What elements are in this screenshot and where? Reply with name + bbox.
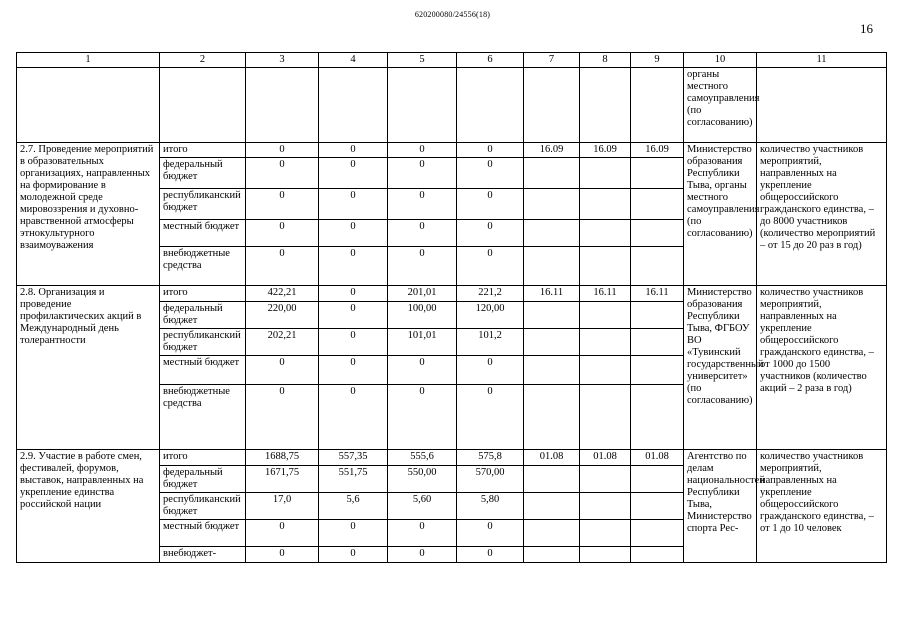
empty-cell [631, 356, 684, 385]
amount-year-1: 0 [319, 520, 388, 547]
empty-cell [631, 68, 684, 143]
amount-total: 0 [246, 158, 319, 189]
funding-source: местный бюджет [160, 520, 246, 547]
empty-cell [580, 302, 631, 329]
column-number: 1 [17, 53, 160, 68]
date-start: 16.09 [524, 143, 580, 158]
empty-cell [524, 189, 580, 220]
date-start: 16.11 [524, 286, 580, 302]
amount-year-1: 0 [319, 547, 388, 563]
amount-year-2: 0 [388, 158, 457, 189]
activity-row [17, 286, 887, 302]
amount-total: 17,0 [246, 493, 319, 520]
amount-year-2: 201,01 [388, 286, 457, 302]
funding-source: внебюджетные средства [160, 247, 246, 286]
amount-year-1: 0 [319, 329, 388, 356]
column-number: 11 [757, 53, 887, 68]
funding-source: федеральный бюджет [160, 158, 246, 189]
amount-year-3: 101,2 [457, 329, 524, 356]
empty-cell [524, 547, 580, 563]
empty-cell [631, 158, 684, 189]
activity-title: 2.7. Проведение мероприятий в образовательных организациях, направленных на формирование в молодежной среде мировоззрения и духовно-нравственной атмосферы этнокультурного взаимоуважения [17, 143, 160, 286]
empty-cell [524, 520, 580, 547]
amount-year-3: 0 [457, 547, 524, 563]
amount-year-3: 0 [457, 143, 524, 158]
amount-year-2: 0 [388, 189, 457, 220]
activity-title: 2.9. Участие в работе смен, фестивалей, форумов, выставок, направленных на укрепление единства российской нации [17, 450, 160, 563]
empty-cell [631, 189, 684, 220]
funding-source: республиканский бюджет [160, 329, 246, 356]
empty-cell [17, 68, 160, 143]
empty-cell [631, 302, 684, 329]
amount-year-2: 0 [388, 520, 457, 547]
empty-cell [580, 189, 631, 220]
empty-cell [580, 466, 631, 493]
amount-year-3: 0 [457, 520, 524, 547]
amount-year-2: 550,00 [388, 466, 457, 493]
amount-year-2: 0 [388, 220, 457, 247]
date-end-2: 01.08 [631, 450, 684, 466]
amount-total: 202,21 [246, 329, 319, 356]
column-number: 6 [457, 53, 524, 68]
executor-continuation: органы местного самоуправления (по согласованию) [684, 68, 757, 143]
page-number: 16 [860, 21, 873, 36]
date-end-1: 16.11 [580, 286, 631, 302]
date-end-2: 16.11 [631, 286, 684, 302]
amount-total: 422,21 [246, 286, 319, 302]
empty-cell [580, 68, 631, 143]
amount-year-2: 5,60 [388, 493, 457, 520]
activity-row [17, 143, 887, 158]
executor: Министерство образования Республики Тыва, органы местного самоуправления (по согласованию) [684, 143, 757, 286]
amount-year-3: 575,8 [457, 450, 524, 466]
amount-total: 0 [246, 143, 319, 158]
empty-cell [580, 356, 631, 385]
activity-row [17, 450, 887, 466]
amount-year-2: 0 [388, 356, 457, 385]
amount-total: 0 [246, 547, 319, 563]
date-end-1: 01.08 [580, 450, 631, 466]
amount-year-1: 0 [319, 220, 388, 247]
program-table [16, 52, 887, 563]
funding-source: местный бюджет [160, 220, 246, 247]
empty-cell [457, 68, 524, 143]
executor: Министерство образования Республики Тыва, ФГБОУ ВО «Тувинский государственный университет» (по согласованию) [684, 286, 757, 450]
empty-cell [160, 68, 246, 143]
amount-year-3: 5,80 [457, 493, 524, 520]
empty-cell [524, 68, 580, 143]
column-number: 4 [319, 53, 388, 68]
empty-cell [246, 68, 319, 143]
date-end-2: 16.09 [631, 143, 684, 158]
empty-cell [319, 68, 388, 143]
amount-total: 0 [246, 385, 319, 450]
empty-cell [524, 493, 580, 520]
activity-title: 2.8. Организация и проведение профилактических акций в Международный день толерантности [17, 286, 160, 450]
amount-total: 220,00 [246, 302, 319, 329]
empty-cell [580, 493, 631, 520]
executor: Агентство по делам национальностей Республики Тыва, Министерство спорта Рес- [684, 450, 757, 563]
empty-cell [524, 158, 580, 189]
amount-total: 0 [246, 189, 319, 220]
amount-total: 0 [246, 247, 319, 286]
funding-source: итого [160, 143, 246, 158]
amount-year-1: 0 [319, 247, 388, 286]
empty-cell [631, 547, 684, 563]
amount-year-2: 0 [388, 247, 457, 286]
empty-cell [631, 520, 684, 547]
amount-total: 0 [246, 220, 319, 247]
date-end-1: 16.09 [580, 143, 631, 158]
amount-year-1: 0 [319, 189, 388, 220]
amount-year-1: 0 [319, 286, 388, 302]
funding-source: итого [160, 286, 246, 302]
funding-source: федеральный бюджет [160, 302, 246, 329]
empty-cell [524, 385, 580, 450]
amount-year-2: 0 [388, 547, 457, 563]
amount-year-3: 0 [457, 385, 524, 450]
empty-cell [580, 547, 631, 563]
amount-year-2: 100,00 [388, 302, 457, 329]
column-number: 9 [631, 53, 684, 68]
funding-source: внебюджет- [160, 547, 246, 563]
amount-year-3: 221,2 [457, 286, 524, 302]
empty-cell [524, 220, 580, 247]
date-start: 01.08 [524, 450, 580, 466]
amount-year-1: 0 [319, 356, 388, 385]
empty-cell [631, 220, 684, 247]
amount-year-3: 0 [457, 247, 524, 286]
amount-year-2: 555,6 [388, 450, 457, 466]
amount-year-1: 557,35 [319, 450, 388, 466]
funding-source: федеральный бюджет [160, 466, 246, 493]
expected-result: количество участников мероприятий, направленных на укрепление общероссийского гражданского единства, – до 8000 участников (количество мероприятий – от 15 до 20 раз в год) [757, 143, 887, 286]
amount-year-3: 0 [457, 158, 524, 189]
amount-year-1: 0 [319, 158, 388, 189]
empty-cell [524, 302, 580, 329]
amount-year-1: 0 [319, 302, 388, 329]
document-id: 620200080/24556(18) [414, 10, 491, 19]
column-number-row [17, 53, 887, 68]
amount-total: 1671,75 [246, 466, 319, 493]
empty-cell [580, 158, 631, 189]
empty-cell [580, 385, 631, 450]
expected-result: количество участников мероприятий, направленных на укрепление общероссийского гражданского единства, – от 1000 до 1500 участников (количество акций – 2 раза в год) [757, 286, 887, 450]
empty-cell [524, 356, 580, 385]
amount-year-2: 0 [388, 385, 457, 450]
funding-source: республиканский бюджет [160, 493, 246, 520]
amount-year-2: 0 [388, 143, 457, 158]
amount-year-3: 570,00 [457, 466, 524, 493]
expected-result: количество участников мероприятий, направленных на укрепление общероссийского гражданского единства, – от 1 до 10 человек [757, 450, 887, 563]
empty-cell [524, 466, 580, 493]
amount-total: 0 [246, 356, 319, 385]
empty-cell [757, 68, 887, 143]
column-number: 2 [160, 53, 246, 68]
amount-year-1: 0 [319, 385, 388, 450]
amount-year-3: 0 [457, 220, 524, 247]
empty-cell [388, 68, 457, 143]
column-number: 10 [684, 53, 757, 68]
amount-year-1: 5,6 [319, 493, 388, 520]
amount-year-2: 101,01 [388, 329, 457, 356]
amount-year-1: 551,75 [319, 466, 388, 493]
funding-source: республиканский бюджет [160, 189, 246, 220]
funding-source: внебюджетные средства [160, 385, 246, 450]
column-number: 3 [246, 53, 319, 68]
column-number: 7 [524, 53, 580, 68]
empty-cell [580, 247, 631, 286]
empty-cell [631, 493, 684, 520]
empty-cell [631, 329, 684, 356]
funding-source: местный бюджет [160, 356, 246, 385]
amount-total: 1688,75 [246, 450, 319, 466]
empty-cell [524, 247, 580, 286]
column-number: 5 [388, 53, 457, 68]
empty-cell [580, 220, 631, 247]
column-number: 8 [580, 53, 631, 68]
empty-cell [580, 329, 631, 356]
amount-total: 0 [246, 520, 319, 547]
empty-cell [631, 385, 684, 450]
empty-cell [631, 247, 684, 286]
empty-cell [580, 520, 631, 547]
amount-year-3: 0 [457, 356, 524, 385]
funding-source: итого [160, 450, 246, 466]
empty-cell [631, 466, 684, 493]
amount-year-3: 0 [457, 189, 524, 220]
empty-cell [524, 329, 580, 356]
amount-year-1: 0 [319, 143, 388, 158]
amount-year-3: 120,00 [457, 302, 524, 329]
continuation-row [17, 68, 887, 143]
